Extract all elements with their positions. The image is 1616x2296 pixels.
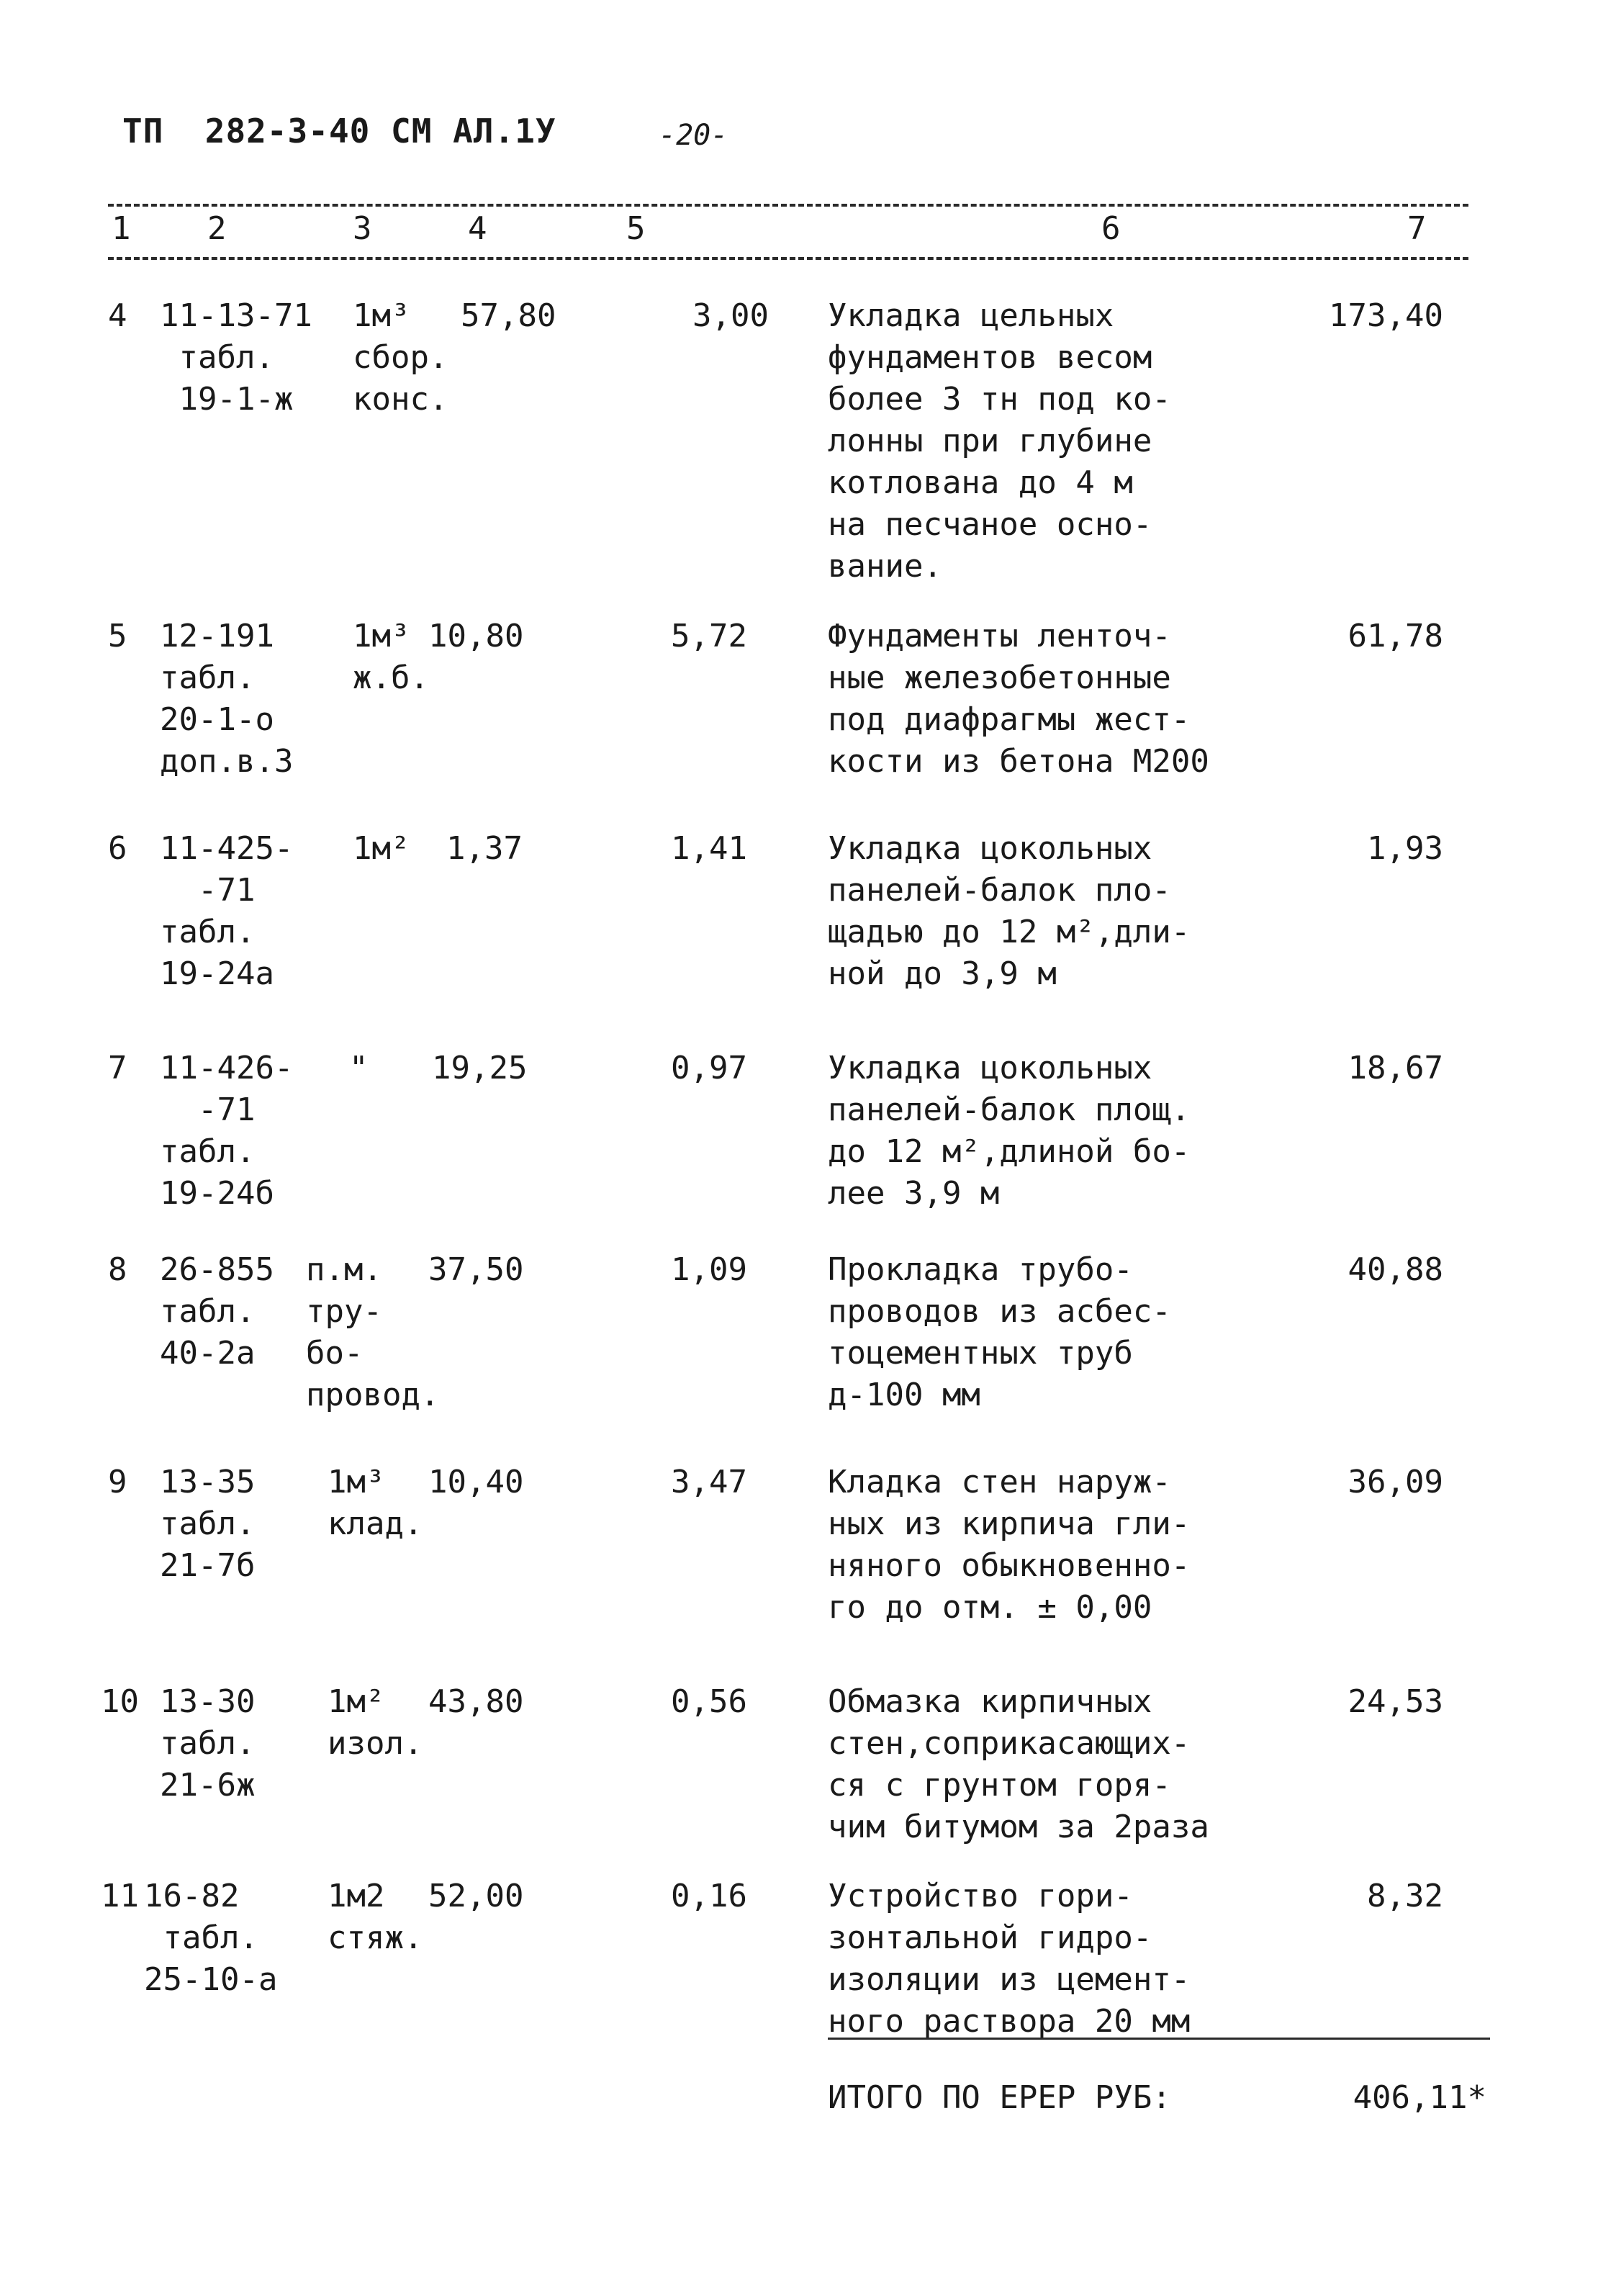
work-description: Обмазка кирпичных стен,соприкасающих- ся с грунтом горя- чим битумом за 2раза: [828, 1683, 1209, 1845]
unit: 1м³ клад.: [328, 1464, 423, 1542]
unit-price: 0,97: [671, 1050, 747, 1086]
page-number: -20-: [659, 119, 728, 152]
norm-code: 11-425- -71 табл. 19-24а: [160, 830, 294, 992]
column-number-3: 3: [353, 210, 372, 247]
column-number-4: 4: [468, 210, 487, 247]
row-number: 11: [101, 1878, 139, 1914]
header-bottom-rule: [108, 257, 1468, 260]
column-number-2: 2: [207, 210, 227, 247]
quantity: 37,50: [428, 1251, 524, 1288]
column-number-6: 6: [1101, 210, 1121, 247]
row-total: 8,32: [1367, 1878, 1443, 1914]
quantity: 57,80: [461, 297, 556, 334]
unit: 1м²: [353, 830, 410, 867]
row-number: 4: [108, 297, 127, 334]
work-description: Укладка цельных фундаментов весом более 3 тн под ко- лонны при глубине котлована до 4 м на песчаное осно- вание.: [828, 297, 1171, 585]
document-code: ТП 282-3-40 СМ АЛ.1У: [122, 112, 556, 150]
norm-code: 13-35 табл. 21-7б: [160, 1464, 256, 1584]
quantity: 10,80: [428, 618, 524, 654]
unit-price: 5,72: [671, 618, 747, 654]
row-number: 8: [108, 1251, 127, 1288]
quantity: 43,80: [428, 1683, 524, 1720]
header-top-rule: [108, 204, 1468, 207]
column-number-7: 7: [1407, 210, 1427, 247]
unit: 1м³ сбор. конс.: [353, 297, 448, 418]
column-number-5: 5: [626, 210, 646, 247]
unit: 1м2 стяж.: [328, 1878, 423, 1956]
row-number: 9: [108, 1464, 127, 1500]
work-description: Прокладка трубо- проводов из асбес- тоцементных труб д-100 мм: [828, 1251, 1171, 1413]
row-number: 10: [101, 1683, 139, 1720]
unit: ": [349, 1050, 369, 1086]
work-description: Устройство гори- зонтальной гидро- изоляции из цемент- ного раствора 20 мм: [828, 1878, 1191, 2040]
unit-price: 1,09: [671, 1251, 747, 1288]
row-total: 1,93: [1367, 830, 1443, 867]
work-description: Укладка цокольных панелей-балок площ. до 12 м²,длиной бо- лее 3,9 м: [828, 1050, 1191, 1212]
row-number: 7: [108, 1050, 127, 1086]
unit: 1м² изол.: [328, 1683, 423, 1762]
norm-code: 13-30 табл. 21-6ж: [160, 1683, 256, 1804]
unit: п.м. тру- бо- провод.: [306, 1251, 440, 1413]
row-total: 36,09: [1348, 1464, 1443, 1500]
summary-total: 406,11*: [1353, 2079, 1486, 2116]
norm-code: 11-426- -71 табл. 19-24б: [160, 1050, 294, 1212]
row-total: 173,40: [1329, 297, 1443, 334]
norm-code: 26-855 табл. 40-2а: [160, 1251, 274, 1372]
unit-price: 3,47: [671, 1464, 747, 1500]
row-total: 18,67: [1348, 1050, 1443, 1086]
work-description: Кладка стен наруж- ных из кирпича гли- няного обыкновенно- го до отм. ± 0,00: [828, 1464, 1191, 1626]
norm-code: 12-191 табл. 20-1-о доп.в.3: [160, 618, 294, 780]
quantity: 19,25: [432, 1050, 528, 1086]
quantity: 52,00: [428, 1878, 524, 1914]
row-number: 5: [108, 618, 127, 654]
unit-price: 0,56: [671, 1683, 747, 1720]
summary-rule: [828, 2038, 1490, 2040]
quantity: 10,40: [428, 1464, 524, 1500]
unit-price: 0,16: [671, 1878, 747, 1914]
unit-price: 1,41: [671, 830, 747, 867]
norm-code: 16-82 табл. 25-10-а: [144, 1878, 278, 1998]
unit-price: 3,00: [692, 297, 769, 334]
work-description: Фундаменты ленточ- ные железобетонные под диафрагмы жест- кости из бетона М200: [828, 618, 1209, 780]
row-total: 24,53: [1348, 1683, 1443, 1720]
row-total: 40,88: [1348, 1251, 1443, 1288]
summary-label: ИТОГО ПО ЕРЕР РУБ:: [828, 2079, 1171, 2116]
row-total: 61,78: [1348, 618, 1443, 654]
unit: 1м³ ж.б.: [353, 618, 429, 696]
row-number: 6: [108, 830, 127, 867]
column-number-1: 1: [112, 210, 131, 247]
quantity: 1,37: [446, 830, 523, 867]
work-description: Укладка цокольных панелей-балок пло- щадью до 12 м²,дли- ной до 3,9 м: [828, 830, 1191, 992]
norm-code: 11-13-71 табл. 19-1-ж: [160, 297, 312, 418]
